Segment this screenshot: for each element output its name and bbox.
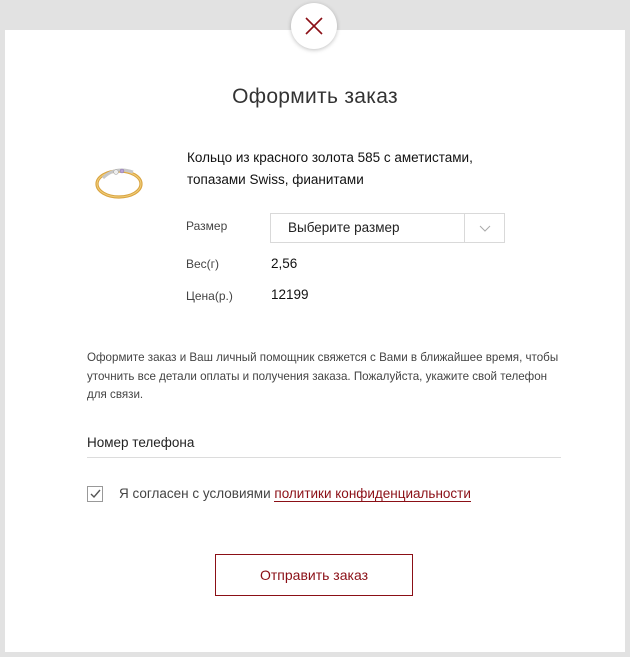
ring-image: [89, 148, 149, 208]
price-value: 12199: [271, 287, 309, 302]
modal-title: Оформить заказ: [232, 85, 398, 108]
size-select[interactable]: [270, 213, 505, 243]
agree-text: [119, 486, 471, 501]
check-icon: [90, 489, 101, 499]
info-text: Оформите заказ и Ваш личный помощник свяжется с Вами в ближайшее время, чтобы уточнить все детали оплаты и получения заказа. Пожалуйста, укажите свой телефон для связи.: [87, 351, 559, 401]
weight-value: 2,56: [271, 256, 298, 271]
agree-label: Я согласен с условиями: [119, 486, 271, 501]
product-name: Кольцо из красного золота 585 с аметистами, топазами Swiss, фианитами: [187, 150, 473, 187]
size-label: Размер: [186, 219, 228, 233]
price-label: Цена(р.): [186, 289, 233, 303]
close-icon: [304, 16, 324, 36]
phone-field-underline: [87, 457, 561, 458]
agree-checkbox[interactable]: [87, 486, 103, 502]
phone-field[interactable]: Номер телефона: [87, 435, 195, 450]
chevron-down-icon: [464, 214, 504, 242]
order-modal: [5, 30, 625, 652]
weight-label: Вес(г): [186, 257, 220, 271]
close-button[interactable]: [291, 3, 337, 49]
submit-order-button[interactable]: Отправить заказ: [215, 554, 413, 596]
size-select-value: Выберите размер: [288, 220, 400, 235]
privacy-policy-link[interactable]: политики конфиденциальности: [274, 486, 471, 501]
